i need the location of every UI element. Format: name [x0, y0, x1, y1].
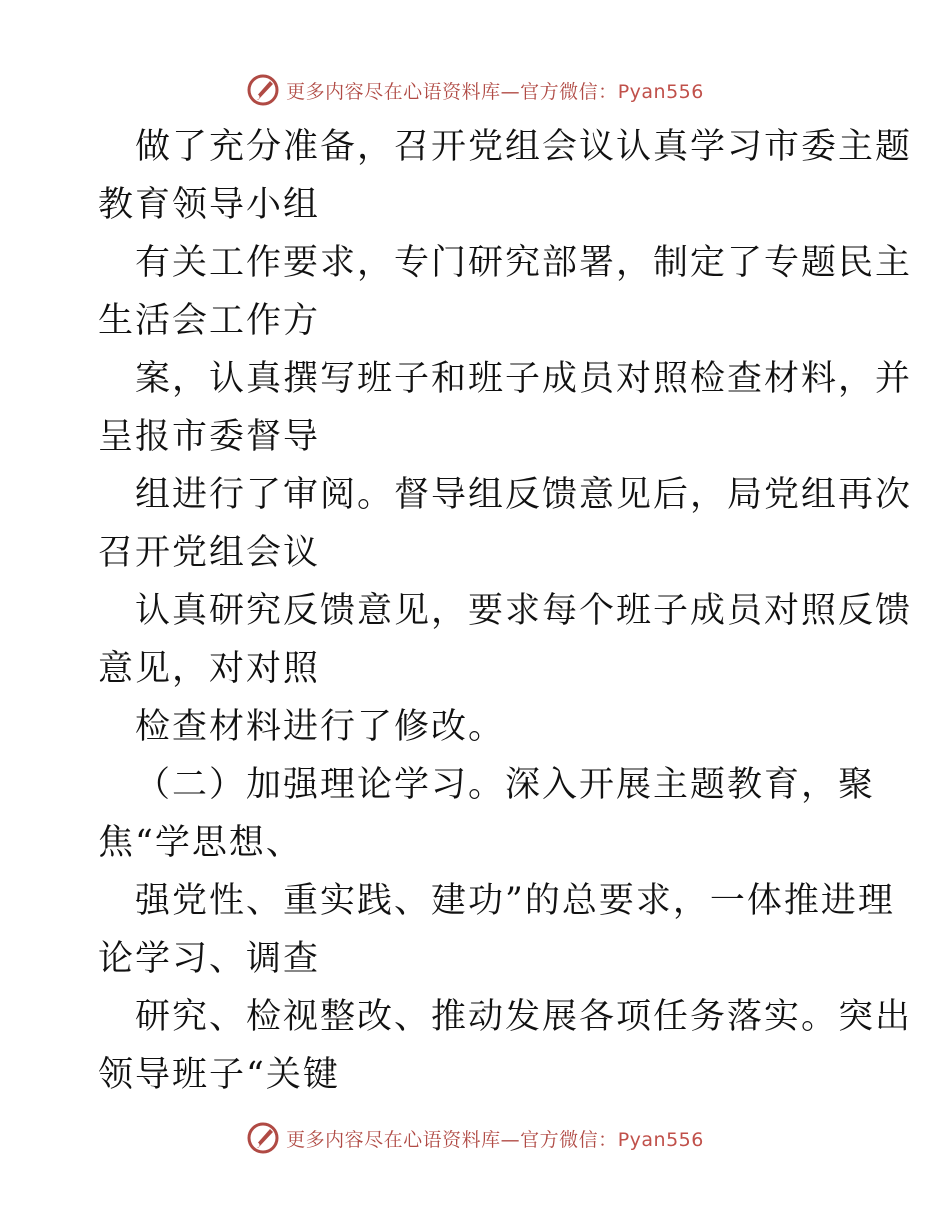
- text-line: 焦“学思想、: [98, 823, 303, 863]
- watermark-text: 更多内容尽在心语资料库—官方微信：Pyan556: [286, 80, 704, 103]
- footer-watermark: [0, 1118, 950, 1158]
- document-body: [98, 118, 913, 1104]
- text-line: 召开党组会议: [98, 533, 321, 573]
- quill-seal-icon: [246, 73, 280, 107]
- text-line: 做了充分准备，召开党组会议认真学习市委主题: [135, 127, 913, 167]
- text-line: 检查材料进行了修改。: [135, 707, 506, 747]
- text-line: 意见，对对照: [98, 649, 321, 689]
- text-line: 案，认真撰写班子和班子成员对照检查材料，并: [135, 359, 913, 399]
- text-line: 认真研究反馈意见，要求每个班子成员对照反馈: [135, 591, 913, 631]
- header-watermark: [0, 70, 950, 110]
- text-line: 有关工作要求，专门研究部署，制定了专题民主: [135, 243, 913, 283]
- text-line: 教育领导小组: [98, 185, 321, 225]
- text-line: 论学习、调查: [98, 939, 321, 979]
- text-line: 领导班子“关键: [98, 1055, 340, 1095]
- text-line: 呈报市委督导: [98, 417, 321, 457]
- quill-seal-icon: [246, 1121, 280, 1155]
- text-line: 研究、检视整改、推动发展各项任务落实。突出: [135, 997, 913, 1037]
- text-line: （二）加强理论学习。深入开展主题教育，聚: [135, 765, 876, 805]
- text-line: 生活会工作方: [98, 301, 321, 341]
- text-line: 组进行了审阅。督导组反馈意见后，局党组再次: [135, 475, 913, 515]
- watermark-text: 更多内容尽在心语资料库—官方微信：Pyan556: [286, 1128, 704, 1151]
- text-line: 强党性、重实践、建功”的总要求，一体推进理: [135, 881, 895, 921]
